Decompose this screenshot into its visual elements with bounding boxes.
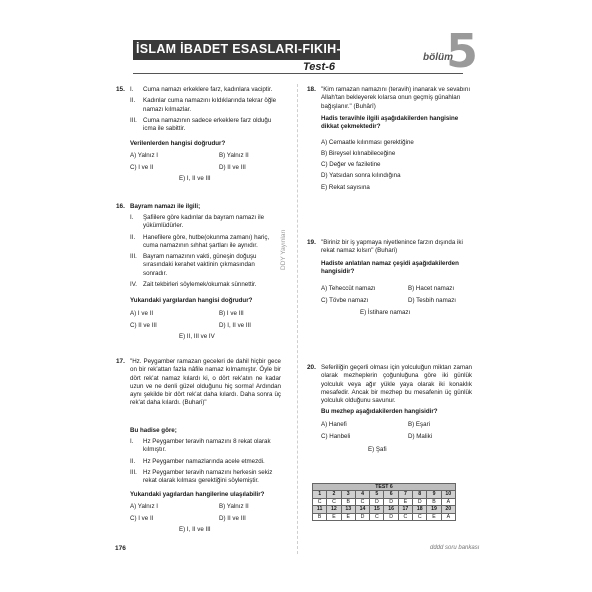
list-item: III. Hz Peygamber teravih namazını herkesin sekiz rekat olarak kılması gerektiğini söylemiştir.: [130, 468, 273, 485]
option-e[interactable]: E) I, II ve III: [179, 526, 211, 533]
option-d[interactable]: D) II ve III: [219, 515, 246, 522]
option-e[interactable]: E) İstihare namazı: [360, 309, 411, 316]
footer-label: dddd soru bankası: [430, 545, 480, 551]
header-rule: [133, 73, 463, 74]
option-e[interactable]: E) Rekat sayısına: [321, 184, 370, 191]
question-prompt: Bu mezhep aşağıdakilerden hangisidir?: [321, 408, 438, 415]
option-e[interactable]: E) II, III ve IV: [179, 333, 215, 340]
option-b[interactable]: B) Yalnız II: [219, 152, 249, 159]
list-item: III. Bayram namazının vakti, güneşin doğuşu sırasındaki kerahet vaktinin çıkmasından sonradır.: [130, 253, 257, 277]
option-a[interactable]: A) Yalnız I: [130, 503, 158, 510]
list-item: II. Hz Peygamber namazlarında acele etmezdi.: [130, 457, 265, 465]
question-items: [130, 438, 280, 485]
option-a[interactable]: A) Teheccüt namazı: [321, 285, 376, 292]
option-d[interactable]: D) Yatsıdan sonra kılındığına: [321, 172, 401, 179]
bolum-label: bölüm: [423, 52, 453, 63]
option-c[interactable]: C) I ve II: [130, 164, 154, 171]
question-prompt: Yukarıdaki yargılardan hangisi doğrudur?: [130, 297, 253, 304]
option-d[interactable]: D) Maliki: [408, 433, 433, 440]
list-item: I. Hz Peygamber teravih namazını 8 rekat olarak kılmıştır.: [130, 438, 271, 454]
question-number: 18.: [307, 86, 316, 93]
option-a[interactable]: A) I ve II: [130, 310, 154, 317]
answer-key-title: TEST 6: [313, 484, 456, 491]
test-label: Test-6: [303, 61, 335, 73]
column-divider: [297, 84, 298, 554]
option-c[interactable]: C) Tövbe namazı: [321, 297, 369, 304]
list-item: I. Cuma namazı erkeklere farz, kadınlara vaciptir.: [130, 86, 273, 93]
option-a[interactable]: A) Hanefi: [321, 421, 347, 428]
bolum-number: 5: [446, 24, 479, 78]
question-lead: Bu hadise göre;: [130, 427, 177, 434]
option-d[interactable]: D) II ve III: [219, 164, 246, 171]
question-number: 19.: [307, 239, 316, 246]
list-item: III. Cuma namazının sadece erkeklere farz olduğu icma ile sabittir.: [130, 116, 272, 133]
option-b[interactable]: B) Bireysel kılınabileceğine: [321, 150, 396, 157]
question-items: [130, 86, 280, 133]
option-e[interactable]: E) Şafi: [368, 446, 387, 453]
page-number: 176: [115, 545, 126, 552]
option-c[interactable]: C) II ve III: [130, 322, 157, 329]
list-item: II. Hanefilere göre, hutbe(okunma zamanı) hariç, cuma namazının sıhhat şartları ile aynıdır.: [130, 233, 270, 249]
question-stem: "Biriniz bir iş yapmaya niyetlenince farzın dışında iki rekat namaz kılsın" (Buhari): [321, 239, 463, 255]
option-b[interactable]: B) I ve III: [219, 310, 244, 317]
option-e[interactable]: E) I, II ve III: [179, 175, 211, 182]
question-stem: "Kim ramazan namazını (teravih) inanarak ve sevabını Allah'tan bekleyerek kılarsa onun geçmiş günahları bağışlanır." (Buhârî): [321, 86, 471, 110]
list-item: I. Şafiilere göre kadınlar da bayram namazı ile yükümlüdürler.: [130, 214, 265, 230]
question-number: 20.: [307, 364, 316, 371]
answer-key-table: [312, 483, 456, 521]
table-row: C C B C D D E D B A: [313, 498, 456, 506]
option-d[interactable]: D) I, II ve III: [219, 322, 251, 329]
table-row: B E E D C D C C E A: [313, 513, 456, 521]
list-item: II. Kadınlar cuma namazını kıldıklarında tekrar öğle namazı kılmazlar.: [130, 97, 277, 113]
question-stem: "Hz. Peygamber ramazan geceleri de dahil hiçbir gece on bir rek'attan fazla nâfile namaz kılmamıştır. Öyle bir dört rek'at namaz kılardı ki, o dört rek'atın ne kadar uzun ve ne denli güzel olduğunu hiç sorma! Ardından aynı şekilde bir dört rek'at daha kılardı. Daha sonra üç rek'at daha kılardı. (Buhari)": [130, 358, 281, 407]
question-prompt: Verilenlerden hangisi doğrudur?: [130, 140, 226, 147]
publisher-side-label: DDY Yayınları: [280, 229, 287, 270]
option-c[interactable]: C) Hanbeli: [321, 433, 351, 440]
question-number: 16.: [116, 203, 125, 210]
option-c[interactable]: C) I ve II: [130, 515, 154, 522]
option-a[interactable]: A) Cemaatle kılınması gerektiğine: [321, 139, 414, 146]
option-c[interactable]: C) Değer ve faziletine: [321, 161, 381, 168]
option-b[interactable]: B) Eşari: [408, 421, 431, 428]
question-items: [130, 214, 280, 289]
option-d[interactable]: D) Tesbih namazı: [408, 297, 457, 304]
question-stem: Bayram namazı ile ilgili;: [130, 203, 201, 210]
question-number: 15.: [116, 86, 125, 93]
page-title: İSLAM İBADET ESASLARI-FIKIH-İBADET: [136, 42, 390, 56]
question-prompt: Hadis teravihle ilgili aşağıdakilerden hangisine dikkat çekmektedir?: [321, 115, 459, 131]
table-row: 1 2 3 4 5 6 7 8 9 10: [313, 491, 456, 499]
question-prompt: Yukarıdaki yagılardan hangilerine ulaşılabilir?: [130, 491, 265, 498]
question-number: 17.: [116, 358, 125, 365]
list-item: IV. Zait tekbirleri söylemek/okumak sünnettir.: [130, 281, 257, 289]
option-b[interactable]: B) Hacet namazı: [408, 285, 455, 292]
question-stem: Seferiliğin geçerli olması için yolculuğun miktarı zaman olarak mezheplerin çoğunluğuna göre iki günlük yolculuk veya ağır yükle yaya olarak iki konaklık mesafedir. Ancak bir mezhep bu mesafenin üç günlük yolculuk olduğunu savunur.: [321, 364, 472, 405]
option-b[interactable]: B) Yalnız II: [219, 503, 249, 510]
question-prompt: Hadiste anlatılan namaz çeşidi aşağıdakilerden hangisidir?: [321, 260, 459, 276]
option-a[interactable]: A) Yalnız I: [130, 152, 158, 159]
table-row: 11 12 13 14 15 16 17 18 19 20: [313, 506, 456, 514]
